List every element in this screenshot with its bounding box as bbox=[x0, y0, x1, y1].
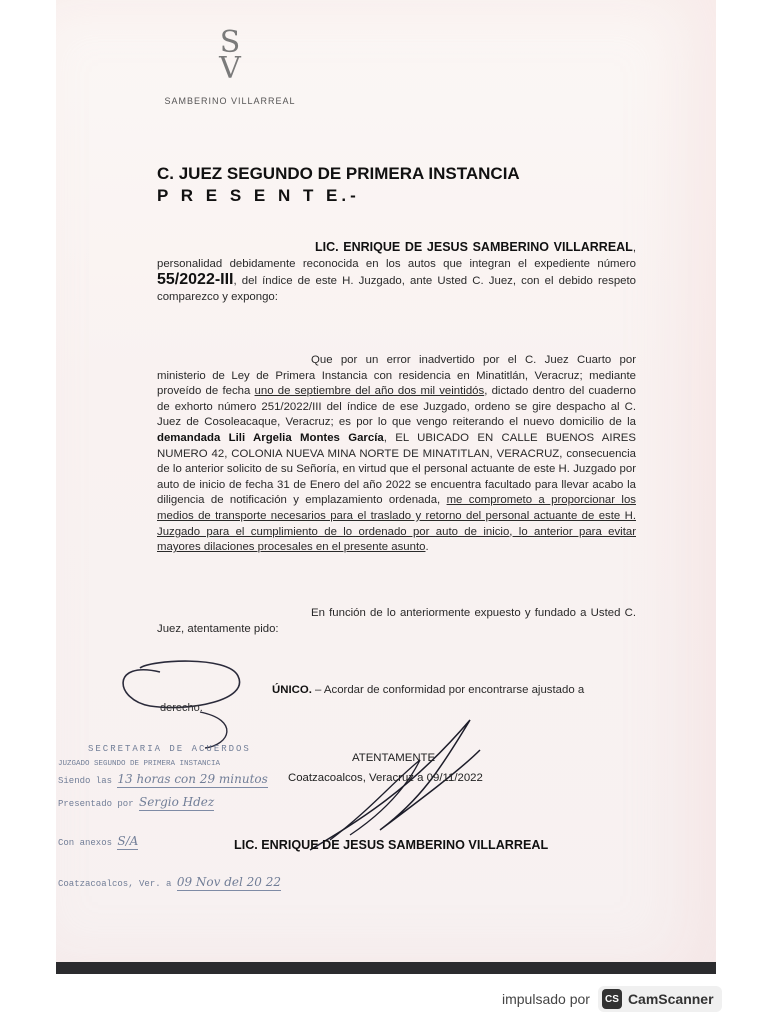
stamp-row-presented bbox=[58, 795, 308, 812]
stamp-annexes-label: Con anexos bbox=[58, 838, 113, 848]
place-date: Coatzacoalcos, Veracruz a 09/11/2022 bbox=[288, 772, 483, 784]
stamp-row-date bbox=[58, 875, 308, 892]
body-fecha: uno de septiembre del año dos mil veintidós bbox=[254, 385, 485, 398]
body-paragraph: Que por un error inadvertido por el C. Juez Cuarto por ministerio de Ley de Primera Instancia con residencia en Minatitlán, Veracruz; mediante proveído de fecha uno de septiembre del año dos mil veintidós, dictado dentro del cuaderno de exhorto número 251/2022/III del índice de ese Juzgado, ordeno se gire despacho al C. Juez de Cosoleacaque, Veracruz; es por lo que vengo reiterando el nuevo domicilio de la demandada Lili Argelia Montes García, EL UBICADO EN CALLE BUENOS AIRES NUMERO 42, COLONIA NUEVA MINA NORTE DE MINATITLAN, VERACRUZ, consecuencia de lo anterior solicito de su Señoría, en virtud que el personal actuante de este H. Juzgado por auto de inicio de fecha 31 de Enero del año 2022 se encuentra facultado para llevar acabo la diligencia de notificación y emplazamiento ordenada, me comprometo a proporcionar los medios de transporte necesarios para el traslado y retorno del personal actuante de este H. Juzgado para el cumplimiento de lo ordenado por auto de inicio, lo anterior para evitar mayores dilaciones procesales en el presente asunto. bbox=[157, 354, 636, 554]
intro-text-1: , personalidad debidamente reconocida en los autos que integran el expediente número bbox=[157, 242, 636, 270]
request-text: En función de lo anteriormente expuesto y fundado a Usted C. Juez, atentamente pido: bbox=[157, 607, 636, 635]
atentamente-label: ATENTAMENTE bbox=[352, 752, 436, 764]
body-text-1: Que por un error inadvertido por el C. Juez Cuarto por bbox=[311, 354, 636, 366]
body-demandada: demandada Lili Argelia Montes García bbox=[157, 431, 384, 444]
curly-bracket-mark bbox=[123, 661, 239, 707]
unico-text: – Acordar de conformidad por encontrarse ajustado a bbox=[311, 684, 585, 696]
stamp-presented-label: Presentado por bbox=[58, 799, 134, 809]
unico-label: ÚNICO. bbox=[272, 684, 312, 696]
addressee-presente: P R E S E N T E.- bbox=[157, 186, 360, 205]
stamp-date-label: Coatzacoalcos, Ver. a bbox=[58, 879, 172, 889]
signer-name: LIC. ENRIQUE DE JESUS SAMBERINO VILLARREAL bbox=[234, 838, 549, 852]
expediente-number: 55/2022-III bbox=[157, 271, 234, 289]
intro-text-2: , del índice de este H. Juzgado, ante Usted C. Juez, con el debido respeto comparezco y expongo: bbox=[157, 275, 636, 303]
unico-clause bbox=[272, 684, 636, 696]
stamp-presented-value: Sergio Hdez bbox=[139, 795, 215, 809]
logo-initial-v: V bbox=[219, 51, 241, 86]
stamp-time-value: 13 horas con 29 minutos bbox=[117, 772, 268, 786]
stamp-court: JUZGADO SEGUNDO DE PRIMERA INSTANCIA bbox=[58, 760, 221, 768]
powered-by-text: impulsado por bbox=[502, 991, 590, 1007]
stamp-row-annexes bbox=[58, 834, 308, 851]
logo-name: SAMBERINO VILLARREAL bbox=[164, 96, 296, 106]
camscanner-logo bbox=[598, 986, 722, 1012]
stamp-date-value: 09 Nov del 20 22 bbox=[176, 875, 282, 889]
stamp-time-label: Siendo las bbox=[58, 776, 113, 786]
intro-paragraph bbox=[157, 240, 636, 305]
unico-derecho: derecho. bbox=[160, 702, 203, 714]
stamp-title: SECRETARIA DE ACUERDOS bbox=[88, 744, 251, 754]
firm-logo bbox=[150, 25, 310, 106]
body-text-3: , dictado dentro del cuaderno de exhorto número 251/2022/III del índice de ese Juzgado, ordeno se gire despacho al C. Juez de Cosoleacaque, Veracruz; es por lo que vengo reiterando el nuevo domicilio de la bbox=[157, 385, 636, 429]
body-text-2: ministerio de Ley de Primera Instancia con residencia en Minatitlán, Veracruz; mediante proveído de fecha bbox=[157, 369, 636, 398]
addressee-title: C. JUEZ SEGUNDO DE PRIMERA INSTANCIA bbox=[157, 164, 520, 183]
court-receipt-stamp bbox=[58, 742, 308, 892]
body-text-4: , EL UBICADO EN CALLE BUENOS AIRES NUMERO 42, COLONIA NUEVA MINA NORTE DE MINATITLAN, VERACRUZ, consecuencia de lo anterior solicito de su Señoría, en virtud que el personal actuante de este H. Juzgado por auto de inicio de fecha 31 de Enero del año 2022 se encuentra facultado para llevar acabo la diligencia de notificación y emplazamiento ordenada, bbox=[157, 431, 636, 507]
camscanner-icon: CS bbox=[602, 989, 622, 1009]
addressee-block bbox=[157, 163, 520, 207]
sender-name: LIC. ENRIQUE DE JESUS SAMBERINO VILLARREAL bbox=[315, 240, 633, 254]
stamp-row-time bbox=[58, 772, 308, 789]
logo-initial-s: S bbox=[219, 25, 241, 60]
signature-stroke bbox=[310, 720, 480, 850]
body-compromiso: me comprometo a proporcionar los medios de transporte necesarios para el traslado y retorno del personal actuante de este H. Juzgado para el cumplimiento de lo ordenado por auto de inicio, lo anterior para evitar mayores dilaciones procesales en el presente asunto bbox=[157, 494, 636, 554]
camscanner-watermark bbox=[502, 986, 722, 1012]
stamp-annexes-value: S/A bbox=[117, 834, 139, 848]
camscanner-name: CamScanner bbox=[627, 991, 714, 1007]
request-paragraph bbox=[157, 606, 636, 637]
